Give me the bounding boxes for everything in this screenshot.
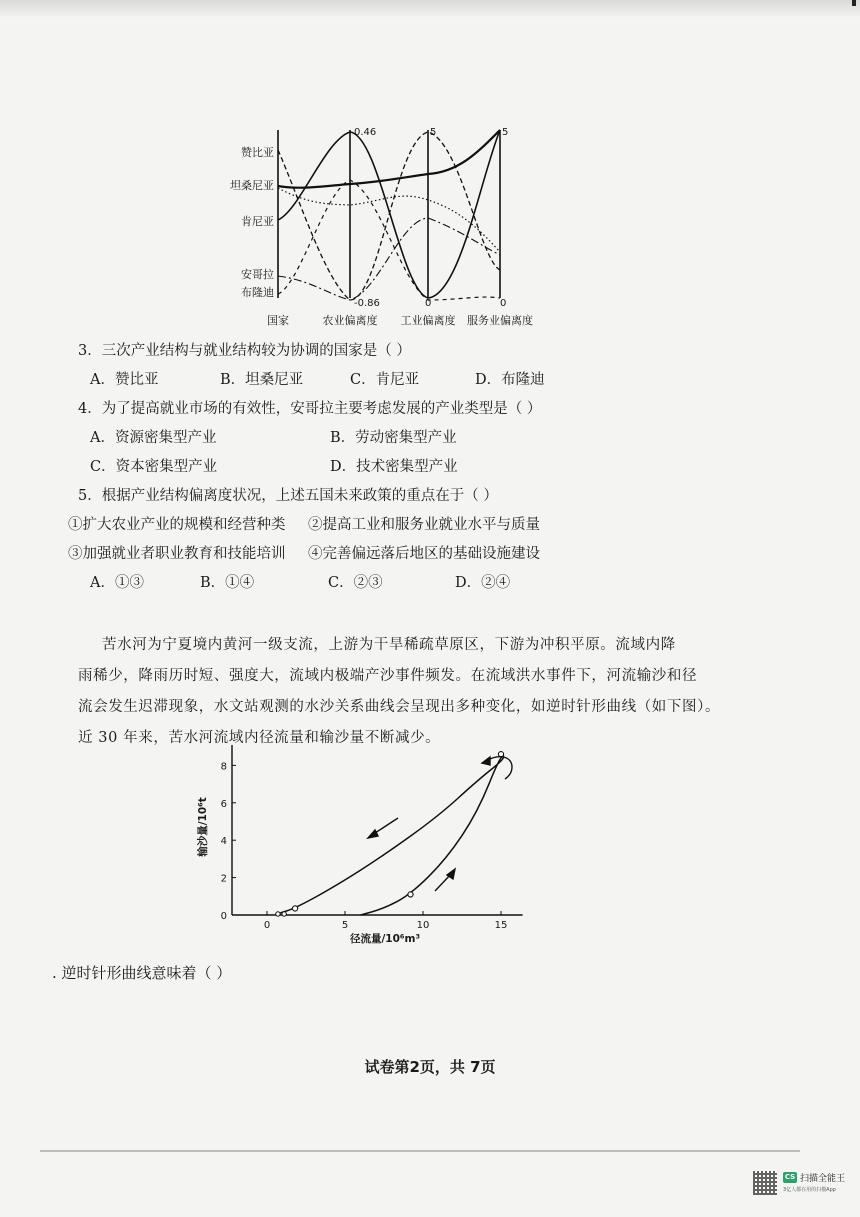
q5-option-b[interactable]: B．①④ [200,575,255,591]
svc-top-value: 5 [502,127,509,138]
q3-option-b[interactable]: B．坦桑尼亚 [220,372,304,388]
scan-shadow-top [0,0,860,18]
y-tick-label: 8 [220,761,227,773]
q4-option-c[interactable]: C．资本密集型产业 [90,459,218,475]
ind-bottom-value: 0 [425,298,432,309]
axis-title-agriculture: 农业偏离度 [322,314,378,327]
q5-item-4: ④完善偏远落后地区的基础设施建设 [308,546,540,562]
y-tick-label: 2 [220,873,227,885]
country-label-kenya: 肯尼亚 [241,215,274,228]
data-point [408,892,413,897]
scan-edge-bottom [40,1150,800,1152]
q5-item-2: ②提高工业和服务业就业水平与质量 [308,517,540,533]
page-footer: 试卷第2页，共 7页 [364,1058,496,1076]
y-tick-label: 6 [220,798,227,810]
series-burundi [278,180,500,300]
country-label-zambia: 赞比亚 [241,146,274,159]
x-tick-label: 15 [494,920,508,931]
data-point [292,906,297,911]
camscanner-logo-icon: CS [784,1173,796,1181]
data-point [282,912,286,916]
axis-title-industry: 工业偏离度 [400,314,456,327]
ind-top-value: 5 [430,127,437,138]
arrow-top-hook [482,757,512,779]
q3-option-d[interactable]: D．布隆迪 [475,372,545,388]
passage-line-2: 雨稀少，降雨历时短、强度大，流域内极端产沙事件频发。在流域洪水事件下，河流输沙和径 [78,668,698,684]
y-axis-label: 输沙量/10⁶t [197,797,209,857]
q5-stem: 5．根据产业结构偏离度状况，上述五国未来政策的重点在于（ ） [78,488,498,504]
country-label-angola: 安哥拉 [241,268,274,281]
data-point [276,912,280,916]
axis-title-service: 服务业偏离度 [467,314,533,327]
arrow-up-right [435,869,455,891]
sediment-runoff-chart [0,745,860,945]
x-tick-label: 5 [341,920,349,931]
data-point [498,752,503,757]
axis-title-country: 国家 [267,314,289,327]
x-axis-label: 径流量/10⁶m³ [349,933,421,945]
q3-stem: 3．三次产业结构与就业结构较为协调的国家是（ ） [78,343,411,359]
series-kenya-dotted [278,188,500,252]
q4-option-a[interactable]: A．资源密集型产业 [90,430,217,446]
passage-line-4: 近 30 年来，苦水河流域内径流量和输沙量不断减少。 [78,730,441,746]
series-hysteresis-curve [278,756,504,915]
watermark-app-name: 扫描全能王 [800,1174,846,1184]
q5-item-1: ①扩大农业产业的规模和经营种类 [68,517,286,533]
country-label-burundi: 布隆迪 [241,286,274,299]
q5-item-3: ③加强就业者职业教育和技能培训 [68,546,286,562]
watermark-tagline: 3亿人都在用的扫描App [783,1187,836,1193]
scanner-watermark [750,1168,850,1200]
series-angola [278,218,500,300]
q4-stem: 4．为了提高就业市场的有效性，安哥拉主要考虑发展的产业类型是（ ） [78,401,542,417]
passage [78,630,721,754]
agri-bottom-value: -0.86 [354,298,380,309]
series-zambia [278,132,500,300]
svc-bottom-value: 0 [500,298,507,309]
agri-top-value: 0.46 [354,127,377,138]
x-tick-label: 10 [416,920,430,931]
q6-stem: . 逆时针形曲线意味着（ ） [52,964,232,982]
q4-option-b[interactable]: B．劳动密集型产业 [330,430,457,446]
y-tick-label: 4 [220,836,227,848]
qr-code-icon [753,1171,777,1195]
q5-option-a[interactable]: A．①③ [90,575,144,591]
q5-option-d[interactable]: D．②④ [455,575,511,591]
y-tick-label: 0 [220,911,227,922]
q3-option-a[interactable]: A．赞比亚 [90,372,159,388]
q3-option-c[interactable]: C．肯尼亚 [350,372,420,388]
arrow-down-left [368,818,398,838]
passage-line-3: 流会发生迟滞现象，水文站观测的水沙关系曲线会呈现出多种变化，如逆时针形曲线（如下图）。 [78,699,721,715]
q5-option-c[interactable]: C．②③ [328,575,383,591]
country-label-tanzania: 坦桑尼亚 [230,179,274,192]
q4-option-d[interactable]: D．技术密集型产业 [330,459,458,475]
passage-line-1: 苦水河为宁夏境内黄河一级支流，上游为干旱稀疏草原区，下游为冲积平原。流域内降 [102,637,676,653]
scan-corner-mark [852,0,856,6]
x-tick-label: 0 [263,920,271,931]
